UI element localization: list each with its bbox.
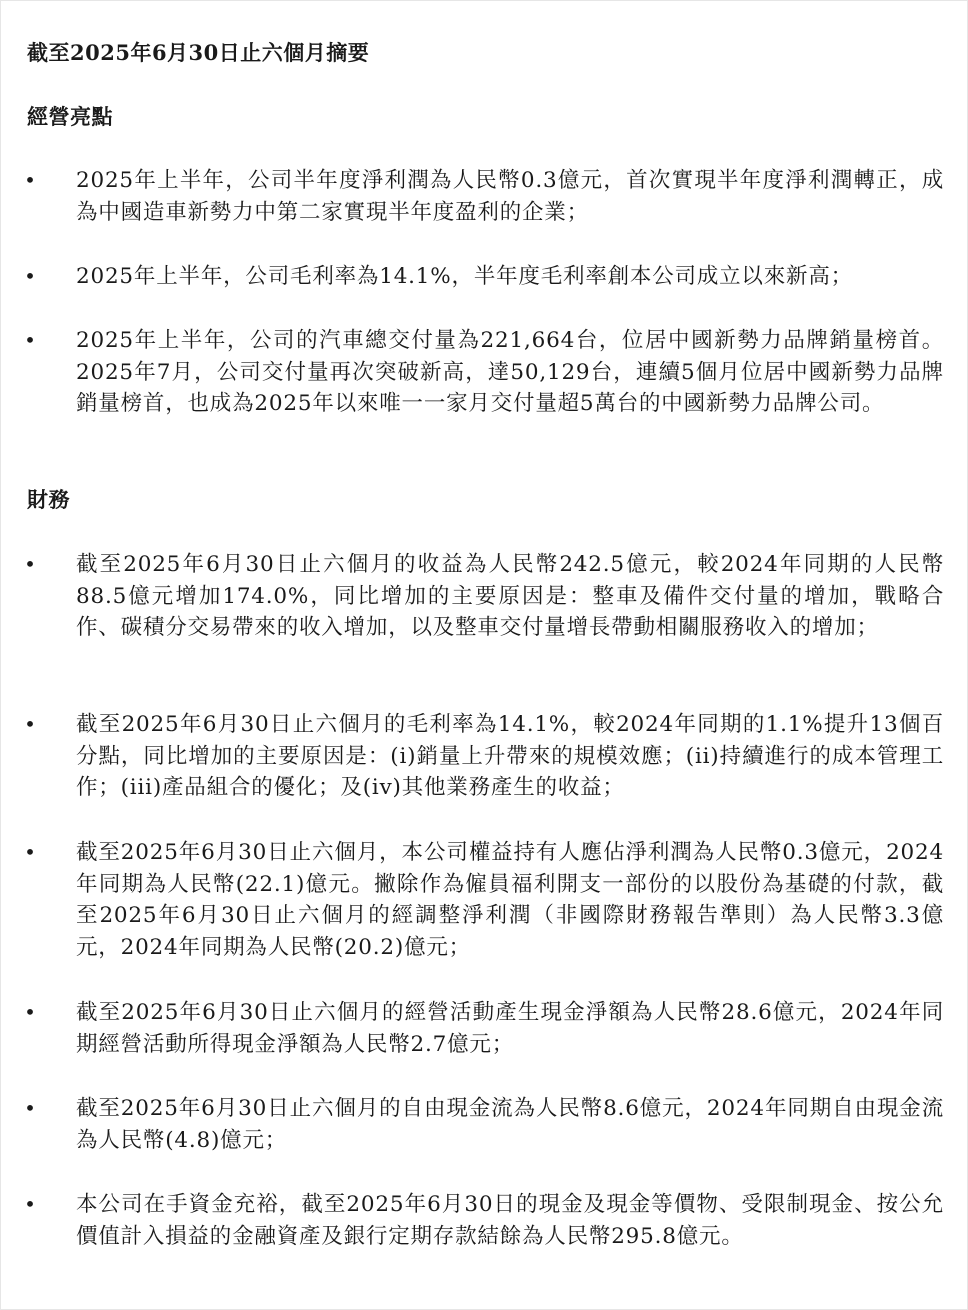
bullet-text: 2025年上半年，公司的汽車總交付量為221,664台，位居中國新勢力品牌銷量榜首。2025年7月，公司交付量再次突破新高，達50,129台，連續5個月位居中國新勢力品牌銷量榜首，也成為2025年以來唯一一家月交付量超5萬台的中國新勢力品牌公司。 bbox=[76, 328, 944, 416]
bullet-icon: • bbox=[24, 264, 36, 288]
bullet-icon: • bbox=[24, 1096, 36, 1120]
bullet-text: 截至2025年6月30日止六個月，本公司權益持有人應佔淨利潤為人民幣0.3億元，2024年同期為人民幣(22.1)億元。撇除作為僱員福利開支一部份的以股份為基礎的付款，截至2025年6月30日止六個月的經調整淨利潤（非國際財務報告準則）為人民幣3.3億元，2024年同期為人民幣(20.2)億元； bbox=[76, 840, 944, 960]
bullet-text: 截至2025年6月30日止六個月的毛利率為14.1%，較2024年同期的1.1%提升13個百分點，同比增加的主要原因是：(i)銷量上升帶來的規模效應；(ii)持續進行的成本管理工作；(iii)產品組合的優化；及(iv)其他業務產生的收益； bbox=[76, 712, 944, 800]
section-heading-finance: 財務 bbox=[27, 487, 70, 512]
bullet-text: 截至2025年6月30日止六個月的經營活動產生現金淨額為人民幣28.6億元，2024年同期經營活動所得現金淨額為人民幣2.7億元； bbox=[76, 1000, 944, 1057]
section-heading-operations: 經營亮點 bbox=[27, 104, 113, 129]
bullet-text: 截至2025年6月30日止六個月的自由現金流為人民幣8.6億元，2024年同期自由現金流為人民幣(4.8)億元； bbox=[76, 1096, 944, 1153]
bullet-icon: • bbox=[24, 712, 36, 736]
bullet-text: 2025年上半年，公司毛利率為14.1%，半年度毛利率創本公司成立以來新高； bbox=[76, 264, 853, 289]
bullet-icon: • bbox=[24, 1192, 36, 1216]
bullet-text: 本公司在手資金充裕，截至2025年6月30日的現金及現金等價物、受限制現金、按公允價值計入損益的金融資產及銀行定期存款結餘為人民幣295.8億元。 bbox=[76, 1192, 944, 1249]
bullet-icon: • bbox=[24, 328, 36, 352]
bullet-icon: • bbox=[24, 168, 36, 192]
bullet-icon: • bbox=[24, 840, 36, 864]
bullet-icon: • bbox=[24, 1000, 36, 1024]
bullet-icon: • bbox=[24, 552, 36, 576]
bullet-text: 截至2025年6月30日止六個月的收益為人民幣242.5億元，較2024年同期的人民幣88.5億元增加174.0%，同比增加的主要原因是：整車及備件交付量的增加，戰略合作、碳積分交易帶來的收入增加，以及整車交付量增長帶動相關服務收入的增加； bbox=[76, 552, 944, 640]
page-title: 截至2025年6月30日止六個月摘要 bbox=[27, 40, 370, 65]
bullet-text: 2025年上半年，公司半年度淨利潤為人民幣0.3億元，首次實現半年度淨利潤轉正，成為中國造車新勢力中第二家實現半年度盈利的企業； bbox=[76, 168, 944, 225]
